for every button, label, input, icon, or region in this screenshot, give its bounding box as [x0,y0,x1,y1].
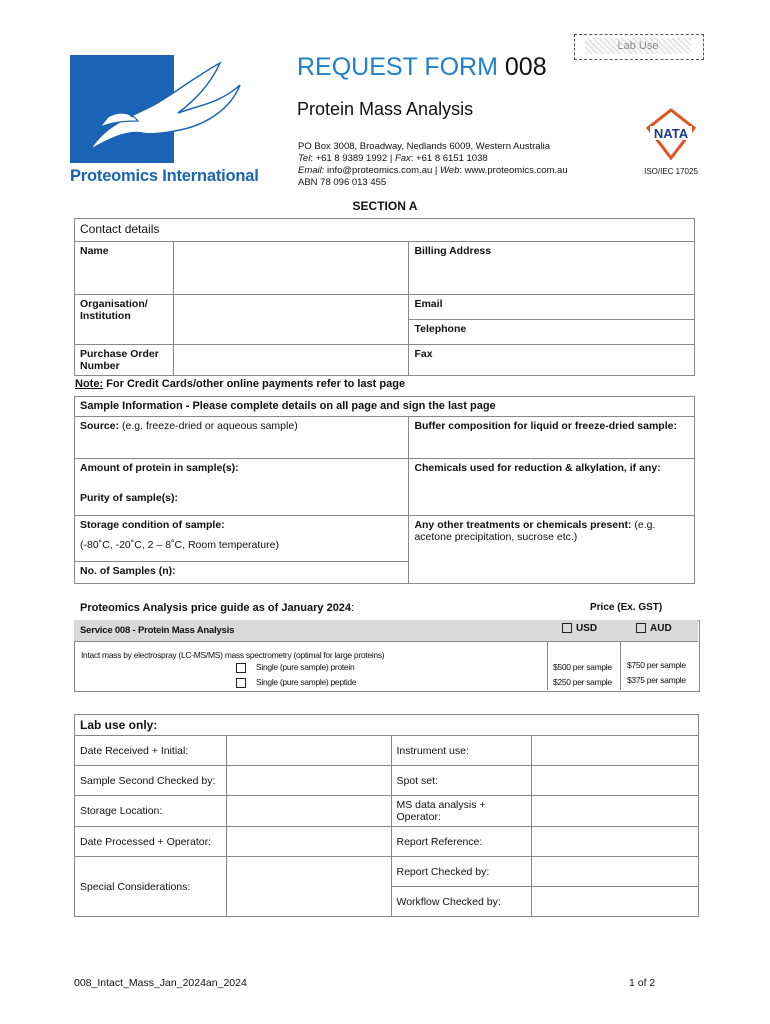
price-table-header [74,620,698,642]
aud-checkbox[interactable] [636,623,646,633]
lab-use-box [574,34,704,60]
address-block [298,141,568,189]
storage-location-label: Storage Location: [75,796,227,827]
date-processed-label: Date Processed + Operator: [75,827,227,857]
email-field[interactable]: Email [409,295,695,320]
date-received-field[interactable] [226,736,391,766]
protein-checkbox[interactable] [236,663,246,673]
spot-set-label: Spot set: [391,766,532,796]
report-reference-field[interactable] [532,827,699,857]
price-guide-title: Proteomics Analysis price guide as of January 2024: [80,602,355,614]
service-label: Service 008 - Protein Mass Analysis [80,625,235,636]
section-title: SECTION A [352,199,418,213]
spot-set-field[interactable] [532,766,699,796]
footer-page-number: 1 of 2 [629,977,656,989]
postal-address: PO Box 3008, Broadway, Nedlands 6009, Western Australia [298,141,551,152]
usd-price-peptide: $250 per sample [553,677,612,687]
payment-note: Note: For Credit Cards/other online payments refer to last page [75,378,406,390]
proteomics-logo [70,55,276,188]
nata-icon [646,108,696,160]
svg-text:NATA: NATA [653,126,689,141]
date-processed-field[interactable] [226,827,391,857]
second-checked-field[interactable] [226,766,391,796]
contact-heading: Contact details [75,219,695,242]
amount-protein-field[interactable]: Amount of protein in sample(s): Purity of sample(s): [75,459,409,516]
phone-line: Tel: +61 8 9389 1992 | Fax: +61 8 6151 1038 [298,153,488,164]
name-field[interactable] [173,242,409,295]
special-considerations-label: Special Considerations: [75,857,227,917]
workflow-checked-field[interactable] [532,887,699,917]
option-peptide[interactable]: Single (pure sample) peptide [236,677,356,688]
iso-standard: ISO/IEC 17025 [644,167,698,176]
usd-option[interactable]: USD [562,623,597,634]
nata-logo [640,108,702,178]
title-request-form: REQUEST FORM [297,53,498,81]
source-field[interactable]: Source: (e.g. freeze-dried or aqueous sample) [75,417,409,459]
special-considerations-field[interactable] [226,857,391,917]
telephone-field[interactable]: Telephone [409,320,695,345]
second-checked-label: Sample Second Checked by: [75,766,227,796]
organisation-field[interactable] [173,295,409,345]
pelican-icon [70,55,276,165]
chemicals-field[interactable]: Chemicals used for reduction & alkylation, if any: [409,459,695,516]
lab-use-table [74,714,699,917]
abn: ABN 78 096 013 455 [298,177,387,188]
report-checked-label: Report Checked by: [391,857,532,887]
organisation-label: Organisation/ Institution [75,295,174,345]
email-line: Email: info@proteomics.com.au | Web: www.proteomics.com.au [298,165,568,176]
option-protein[interactable]: Single (pure sample) protein [236,662,354,673]
purchase-order-label: Purchase Order Number [75,345,174,376]
lab-use-heading: Lab use only: [75,715,699,736]
storage-field[interactable]: Storage condition of sample: (-80˚C, -20˚C, 2 – 8˚C, Room temperature) [75,516,409,562]
footer-filename: 008_Intact_Mass_Jan_2024an_2024 [74,977,247,989]
page-subtitle: Protein Mass Analysis [297,99,474,119]
aud-price-protein: $750 per sample [627,660,686,670]
billing-address-field[interactable]: Billing Address [409,242,695,295]
aud-option[interactable]: AUD [636,623,672,634]
purchase-order-field[interactable] [173,345,409,376]
buffer-field[interactable]: Buffer composition for liquid or freeze-dried sample: [409,417,695,459]
date-received-label: Date Received + Initial: [75,736,227,766]
logo-text: Proteomics International [70,167,259,185]
storage-location-field[interactable] [226,796,391,827]
ms-data-label: MS data analysis + Operator: [391,796,532,827]
page-title [297,52,547,82]
report-reference-label: Report Reference: [391,827,532,857]
aud-price-peptide: $375 per sample [627,675,686,685]
purity-label: Purity of sample(s): [80,492,179,504]
usd-price-protein: $500 per sample [553,662,612,672]
contact-table [74,218,695,376]
lab-use-label: Lab Use [585,38,691,54]
report-checked-field[interactable] [532,857,699,887]
instrument-label: Instrument use: [391,736,532,766]
title-number: 008 [504,53,547,81]
price-divider [620,641,621,690]
name-label: Name [75,242,174,295]
price-ex-gst: Price (Ex. GST) [590,602,663,613]
sample-table [74,396,695,584]
service-description: Intact mass by electrospray (LC-MS/MS) mass spectrometry (optimal for large proteins) [81,650,385,660]
sample-heading: Sample Information - Please complete details on all page and sign the last page [75,397,695,417]
num-samples-field[interactable]: No. of Samples (n): [75,562,409,584]
price-divider [547,641,548,690]
usd-checkbox[interactable] [562,623,572,633]
fax-field[interactable]: Fax [409,345,695,376]
other-treatments-field[interactable]: Any other treatments or chemicals present: (e.g. acetone precipitation, sucrose etc.) [409,516,695,584]
ms-data-field[interactable] [532,796,699,827]
peptide-checkbox[interactable] [236,678,246,688]
workflow-checked-label: Workflow Checked by: [391,887,532,917]
instrument-field[interactable] [532,736,699,766]
